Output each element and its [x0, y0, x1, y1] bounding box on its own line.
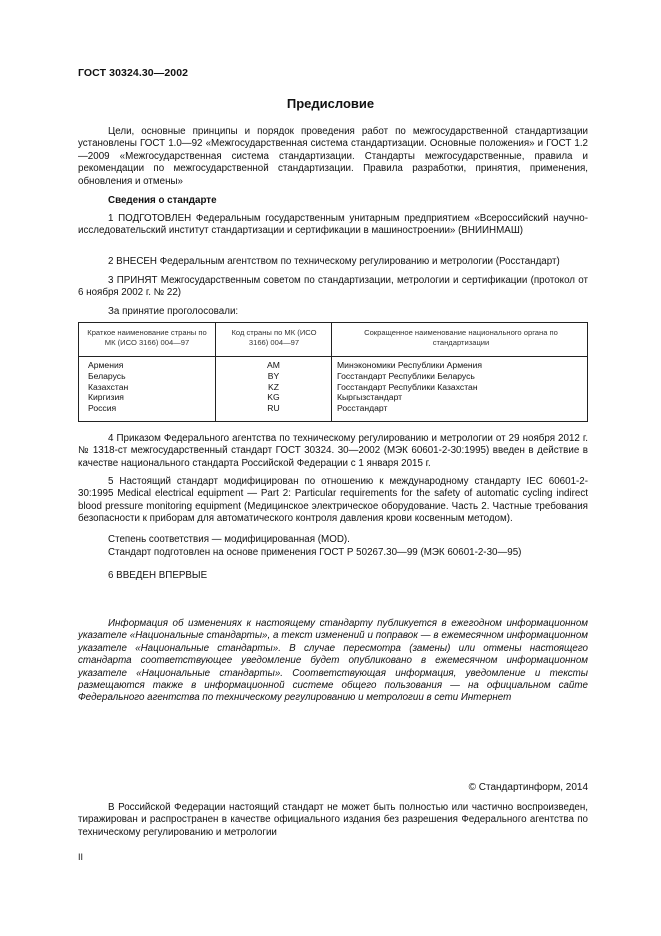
basis-line: Стандарт подготовлен на основе применения ГОСТ Р 50267.30—99 (МЭК 60601-2-30—95)	[108, 547, 522, 558]
table-cell: Кыргызстандарт	[337, 392, 403, 403]
page-number: II	[78, 852, 84, 862]
item-6: 6 ВВЕДЕН ВПЕРВЫЕ	[108, 570, 208, 581]
table-cell: RU	[267, 403, 280, 414]
table-column-code	[216, 360, 331, 414]
item-5: 5 Настоящий стандарт модифицирован по отношению к международному стандарту IEC 60601-2-30:1995 Medical electrical equipment — Part 2: Particular requirements for the safety of automatic cycling indirect blood pressure monitoring equipment (Медицинское электрическое оборудование. Часть 2. Частные требования безопасности к приборам для автоматического контроля давления крови косвенным методом).	[78, 476, 588, 525]
table-column-body	[337, 360, 482, 414]
item-2: 2 ВНЕСЕН Федеральным агентством по техническому регулированию и метрологии (Росстандарт)	[108, 256, 560, 267]
intro-paragraph: Цели, основные принципы и порядок проведения работ по межгосударственной стандартизации установлены ГОСТ 1.0—92 «Межгосударственная система стандартизации. Основные положения» и ГОСТ 1.2—2009 «Межгосударственная система стандартизации. Стандарты межгосударственные, правила и рекомендации по межгосударственной стандартизации. Правила разработки, принятия, применения, обновления и отмены»	[78, 126, 588, 187]
table-cell: KG	[267, 392, 280, 403]
page-title: Предисловие	[286, 96, 375, 111]
table-header-code: Код страны по МК (ИСО 3166) 004—97	[231, 328, 317, 347]
table-cell: BY	[267, 370, 280, 381]
notice-paragraph: Информация об изменениях к настоящему стандарту публикуется в ежегодном информационном указателе «Национальные стандарты», а текст изменений и поправок — в ежемесячном информационном указателе «Национальные стандарты». В случае пересмотра (замены) или отмены настоящего стандарта соответствующее уведомление будет опубликовано в ежемесячном информационном указателе «Национальные стандарты». Соответствующая информация, уведомление и тексты размещаются также в информационной системе общего пользования — на официальном сайте Федерального агентства по техническому регулированию и метрологии в сети Интернет	[78, 618, 588, 704]
table-header-divider	[78, 356, 588, 357]
table-header-body: Сокращенное наименование национального органа по стандартизации	[364, 328, 558, 347]
table-cell: Росстандарт	[337, 403, 388, 414]
table-cell: Минэкономики Республики Армения	[337, 360, 483, 370]
rights-paragraph: В Российской Федерации настоящий стандарт не может быть полностью или частично воспроизведен, тиражирован и распространен в качестве официального издания без разрешения Федерального агентства по техническому регулированию и метрологии	[78, 802, 588, 838]
table-cell: Госстандарт Республики Беларусь	[337, 370, 475, 381]
item-1: 1 ПОДГОТОВЛЕН Федеральным государственным унитарным предприятием «Всероссийский научно-исследовательский институт стандартизации и сертификации в машиностроении» (ВНИИНМАШ)	[78, 213, 588, 237]
table-column-country	[88, 360, 128, 414]
copyright: © Стандартинформ, 2014	[468, 782, 588, 793]
table-cell: Россия	[88, 403, 117, 414]
table-header-country: Краткое наименование страны по МК (ИСО 3166) 004—97	[87, 328, 207, 347]
item-3: 3 ПРИНЯТ Межгосударственным советом по стандартизации, метрологии и сертификации (протокол от 6 ноября 2002 г. № 22)	[78, 275, 588, 299]
table-cell: Беларусь	[88, 370, 126, 381]
vote-line: За принятие проголосовали:	[108, 306, 239, 317]
table-cell: AM	[267, 360, 280, 370]
countries-table	[78, 322, 588, 422]
table-cell: Армения	[88, 360, 124, 370]
table-cell: KZ	[268, 381, 279, 392]
info-heading: Сведения о стандарте	[108, 195, 217, 206]
table-col-divider	[331, 322, 332, 422]
table-cell: Госстандарт Республики Казахстан	[337, 381, 478, 392]
standard-header: ГОСТ 30324.30—2002	[78, 67, 189, 79]
item-4: 4 Приказом Федерального агентства по техническому регулированию и метрологии от 29 ноября 2012 г. № 1318-ст межгосударственный стандарт ГОСТ 30324. 30—2002 (МЭК 60601-2-30:1995) введен в действие в качестве национального стандарта Российской Федерации с 1 января 2015 г.	[78, 433, 588, 469]
conformity-line: Степень соответствия — модифицированная (MOD).	[108, 534, 350, 545]
table-cell: Казахстан	[88, 381, 129, 392]
table-cell: Киргизия	[88, 392, 124, 403]
